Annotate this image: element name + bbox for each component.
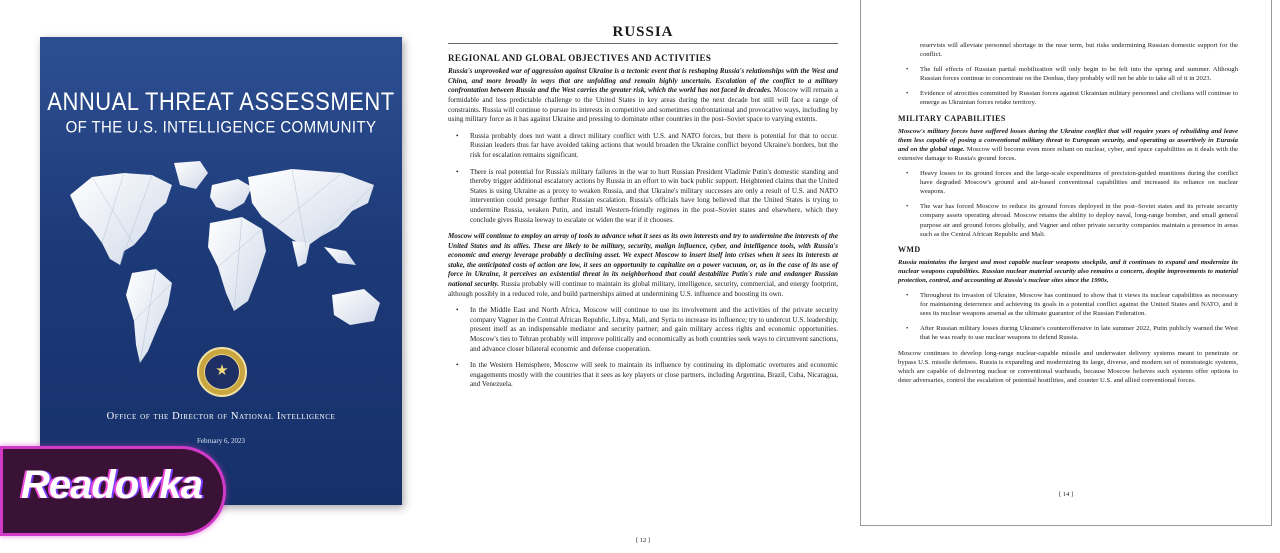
paragraph-body: Russia probably will continue to maintain its global military, intelligence, security, commercial, and energy footprint, although possibly in a reduced role, and build partnerships aimed at undermining U.S. influence and boosting its own.	[448, 280, 838, 298]
page-number: [ 12 ]	[635, 537, 651, 544]
paragraph	[898, 258, 1238, 285]
page-russia	[448, 24, 838, 548]
bullet-list	[898, 65, 1238, 107]
bullet-list	[898, 169, 1238, 239]
heading-divider	[448, 43, 838, 44]
bullet-list	[448, 132, 838, 225]
page-heading: RUSSIA	[612, 24, 674, 40]
section-title-objectives: REGIONAL AND GLOBAL OBJECTIVES AND ACTIVITIES	[448, 52, 712, 63]
list-item: • Russia probably does not want a direct military conflict with U.S. and NATO forces, but there is potential for that to occur. Russian leaders thus far have avoided taking actions that would broaden the Ukraine conflict beyond Ukraine's borders, but the risk for escalation remains significant.	[456, 132, 838, 161]
bullet-list	[448, 306, 838, 390]
list-item: • Heavy losses to its ground forces and the large-scale expenditures of precision-guided munitions during the conflict have degraded Moscow's ground and air-based conventional capabilities and increased its reliance on nuclear weapons.	[906, 169, 1238, 196]
report-cover	[40, 37, 402, 505]
paragraph-lead: Moscow's military forces have suffered losses during the Ukraine conflict that will require years of rebuilding and leave them less capable of posing a conventional military threat to European security, and operating as assertively in Eurasia and on the global stage.	[898, 127, 1238, 153]
paragraph-body: Moscow will remain a formidable and less predictable challenge to the United States in key areas during the next decade but still will face a range of constraints. Russia will continue to pursue its interests in competitive and sometimes confrontational and provocative ways, including by using military force as it has against Ukraine and pressing to dominate other countries in the post–Soviet space to varying extents.	[448, 86, 838, 124]
paragraph	[898, 127, 1238, 163]
odni-seal-icon	[197, 347, 247, 397]
page-number: [ 14 ]	[1058, 491, 1074, 498]
paragraph-lead: Russia maintains the largest and most capable nuclear weapons stockpile, and it continues to expand and modernize its nuclear weapons capabilities. Russian nuclear material security also remains a concern, despite improvements to material protection, control, and accounting at Russia's nuclear sites since the 1990s.	[898, 258, 1238, 284]
cover-date: February 6, 2023	[196, 437, 246, 445]
list-item: • The full effects of Russian partial mobilization will only begin to be felt into the spring and summer. Although Russian forces continue to concentrate on the Donbas, they probably will not be able to take all of it in 2023.	[906, 65, 1238, 83]
paragraph-lead: Moscow will continue to employ an array of tools to advance what it sees as its own interests and try to undermine the interests of the United States and its allies. These are likely to be military, security, malign influence, cyber, and intelligence tools, with Russia's economic and energy leverage probably a declining asset. We expect Moscow to insert itself into crises when it sees its interests at stake, the anticipated costs of action are low, it sees an opportunity to capitalize on a power vacuum, or, as in the case of its use of force in Ukraine, it perceives an existential threat in its neighborhood that could destabilize Putin's rule and endanger Russian national security.	[448, 232, 838, 289]
page-military	[860, 0, 1272, 526]
cover-subtitle: OF THE U.S. INTELLIGENCE COMMUNITY	[65, 118, 377, 137]
paragraph	[448, 232, 838, 299]
readovka-logo	[0, 446, 226, 536]
logo-text: Readovka	[21, 463, 202, 507]
paragraph	[448, 67, 838, 125]
bullet-list	[898, 291, 1238, 342]
list-item: • In the Western Hemisphere, Moscow will seek to maintain its influence by continuing its diplomatic overtures and economic engagements mostly with the countries that it sees as key players or close partners, including Argentina, Brazil, Cuba, Nicaragua, and Venezuela.	[456, 361, 838, 390]
paragraph-lead: Russia's unprovoked war of aggression against Ukraine is a tectonic event that is reshaping Russia's relationships with the West and China, and more broadly in ways that are unfolding and remain highly uncertain. Escalation of the conflict to a military confrontation between Russia and the West carries the greater risk, which the world has not faced in decades.	[448, 67, 838, 95]
paragraph-body: Moscow will become even more reliant on nuclear, cyber, and space capabilities as it deals with the extensive damage to Russia's ground forces.	[898, 145, 1238, 162]
list-item: • After Russian military losses during Ukraine's counteroffensive in late summer 2022, Putin publicly warned the West that he was ready to use nuclear weapons to defend Russia.	[906, 324, 1238, 342]
list-item: • In the Middle East and North Africa, Moscow will continue to use its involvement and the activities of the private security company Vagner in the Central African Republic, Libya, Mali, and Syria to increase its influence; try to undercut U.S. leadership; present itself as an indispensable mediator and security partner; and gain military access rights and economic opportunities. Moscow's ties to Tehran probably will improve politically and economically as both countries seek ways to circumvent sanctions, and advance closer bilateral economic and defense cooperation.	[456, 306, 838, 354]
cover-title: ANNUAL THREAT ASSESSMENT	[47, 87, 395, 116]
list-item: • Throughout its invasion of Ukraine, Moscow has continued to show that it views its nuclear capabilities as necessary for maintaining deterrence and achieving its goals in a potential conflict against the United States and NATO, and it sees its nuclear weapons arsenal as the ultimate guarantor of the Russian Federation.	[906, 291, 1238, 318]
section-title-wmd: WMD	[898, 244, 921, 254]
list-item: • There is real potential for Russia's military failures in the war to hurt Russian President Vladimir Putin's domestic standing and thereby trigger additional escalatory actions by Russia in an effort to win back public support. Heightened claims that the United States is using Ukraine as a proxy to weaken Russia, and that Ukraine's military successes are only a result of U.S. and NATO intervention could presage further Russian escalation. Russia's officials have long believed that the United States is trying to undermine Russia, weaken Putin, and install Western-friendly regimes in the post–Soviet states and elsewhere, which they conclude gives Russia leeway to escalate or widen the war if it chooses.	[456, 168, 838, 226]
paragraph: Moscow continues to develop long-range nuclear-capable missile and underwater delivery systems meant to penetrate or bypass U.S. missile defenses. Russia is expanding and modernizing its large, diverse, and modern set of nonstrategic systems, which are capable of delivering nuclear or conventional warheads, because Moscow believes such systems offer options to deter adversaries, control the escalation of potential hostilities, and counter U.S. and allied conventional forces.	[898, 349, 1238, 384]
list-item: • Evidence of atrocities committed by Russian forces against Ukrainian military personnel and civilians will continue to emerge as Ukrainian forces retake territory.	[906, 89, 1238, 107]
cover-office-name: Office of the Director of National Intelligence	[106, 411, 336, 422]
list-item: • The war has forced Moscow to reduce its ground forces deployed in the post–Soviet states and its private security company assets operating abroad. Moscow retains the ability to deploy naval, long-range bomber, and small general purpose air and ground forces globally, and Vagner and other private security companies maintain a presence in areas such as the Central African Republic and Mali.	[906, 202, 1238, 238]
paragraph-continued: reservists will alleviate personnel shortage in the near term, but risks undermining Russian domestic support for the conflict.	[920, 42, 1238, 59]
section-title-military: MILITARY CAPABILITIES	[898, 113, 1006, 123]
